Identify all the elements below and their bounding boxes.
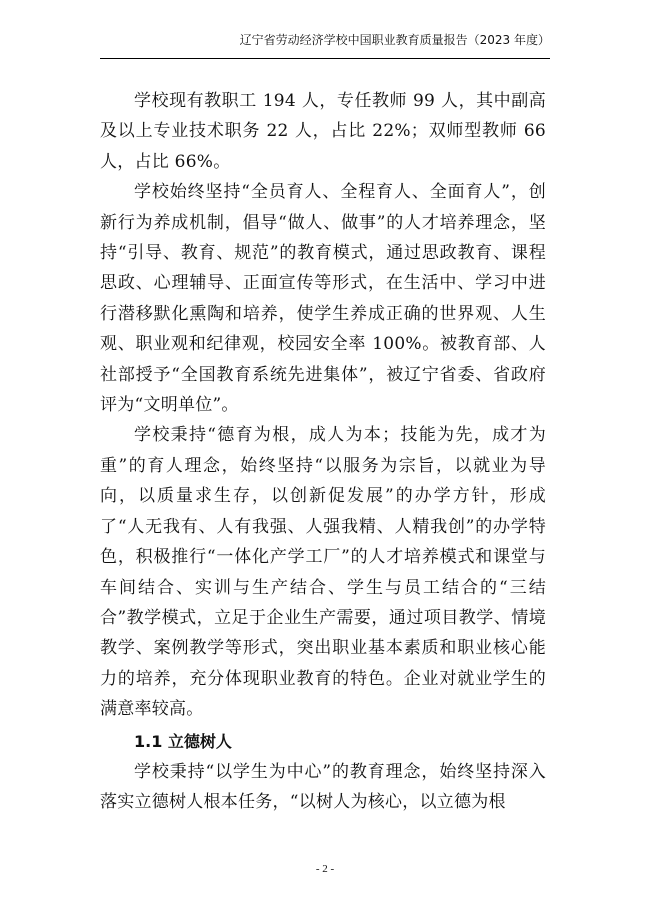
paragraph-staff: 学校现有教职工 194 人，专任教师 99 人，其中副高及以上专业技术职务 22 人，占比 22%；双师型教师 66 人，占比 66%。 [100,91,546,172]
header-divider [100,58,550,59]
paragraph-education-philosophy: 学校始终坚持“全员育人、全程育人、全面育人”，创新行为养成机制，倡导“做人、做事”的人才培养理念，坚持“引导、教育、规范”的教育模式，通过思政教育、课程思政、心理辅导、正面宣传等形式，在生活中、学习中进行潜移默化熏陶和培养，使学生养成正确的世界观、人生观、职业观和纪律观，校园安全率 100%。被教育部、人社部授予“全国教育系统先进集体”，被辽宁省委、省政府评为“文明单位”。 [100,182,546,416]
page-header: 辽宁省劳动经济学校中国职业教育质量报告（2023 年度） [239,33,550,47]
page-number: - 2 - [315,863,335,875]
document-body [100,86,546,817]
paragraph-school-philosophy: 学校秉持“德育为根，成人为本；技能为先，成才为重”的育人理念，始终坚持“以服务为宗旨，以就业为导向，以质量求生存，以创新促发展”的办学方针，形成了“人无我有、人有我强、人强我精、人精我创”的办学特色，积极推行“一体化产学工厂”的人才培养模式和课堂与车间结合、实训与生产结合、学生与员工结合的“三结合”教学模式，立足于企业生产需要，通过项目教学、情境教学、案例教学等形式，突出职业基本素质和职业核心能力的培养，充分体现职业教育的特色。企业对就业学生的满意率较高。 [100,425,546,720]
section-heading: 1.1 立德树人 [134,731,232,751]
paragraph-section-intro: 学校秉持“以学生为中心”的教育理念，始终坚持深入落实立德树人根本任务，“以树人为核心，以立德为根 [100,761,546,812]
